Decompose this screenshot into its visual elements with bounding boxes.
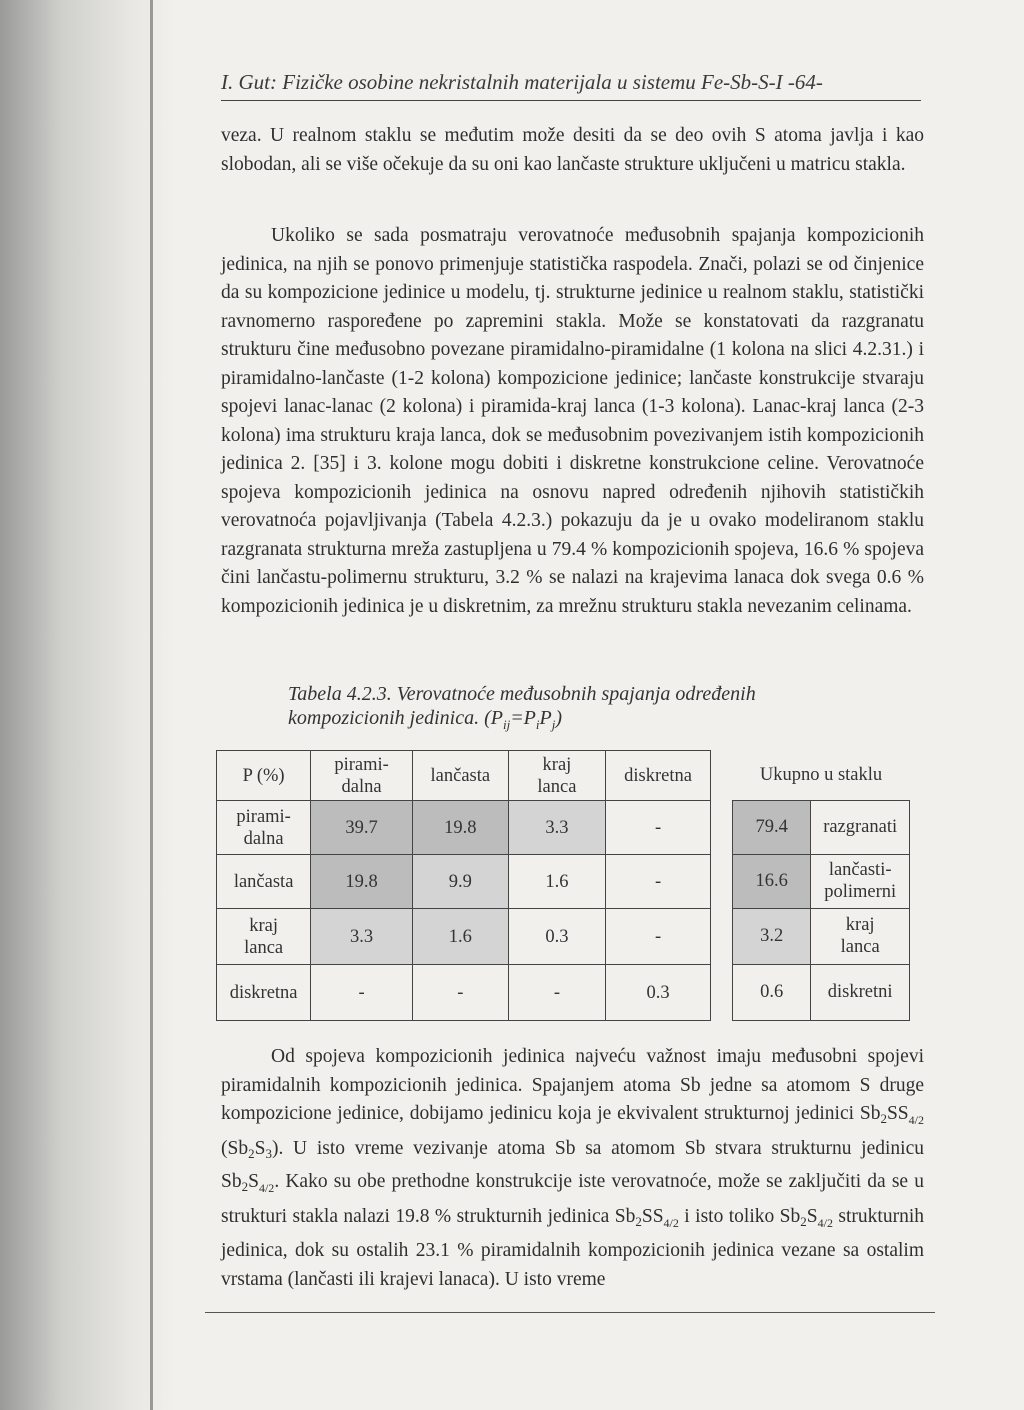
total-value: 16.6 [733, 854, 811, 908]
paragraph-3-text: ). U isto vreme vezivanje atoma Sb sa atomom Sb stvara strukturnu jedinicu [271, 1137, 924, 1159]
footer-rule [205, 1312, 935, 1313]
table-cell: - [508, 965, 605, 1021]
total-label: diskretni [811, 964, 910, 1020]
table-row [217, 965, 711, 1021]
table-cell: 19.8 [412, 801, 508, 855]
paragraph-3-text: ( [221, 1137, 228, 1159]
header-cell: diskretna [606, 751, 711, 801]
paragraph-3-text: strukturnih jedinica, dok su ostalih 23.1 % piramidalnih kompozicionih jedinica vezane sa ostalim vrstama (lančasti ili krajevi lanaca). U isto vreme [221, 1205, 924, 1290]
caption-line-2: kompozicionih jedinica. $(P_{ij}=P_iP_j)$ [288, 707, 563, 732]
formula: $Sb_2S_{4/2}$ [779, 1205, 833, 1230]
paragraph-3-text: Od spojeva kompozicionih jedinica najveću važnost imaju međusobni spojevi piramidalnih kompozicionih jedinica. Spajanjem atoma Sb jedne sa atomom S druge kompozicione jedinice, dobijamo jedinicu koja je ekvivalent strukturnoj jedinici [221, 1046, 924, 1124]
total-label: kraj lanca [811, 908, 910, 964]
table-row [217, 909, 711, 965]
formula: $Sb_2SS_{4/2}$ [614, 1205, 679, 1230]
total-label: razgranati [811, 800, 910, 854]
table-cell: 1.6 [412, 909, 508, 965]
formula: $Sb_2SS_{4/2}$ [859, 1103, 924, 1127]
table-cell: 0.3 [508, 909, 605, 965]
row-label: diskretna [217, 965, 311, 1021]
paragraph-3-text: . Kako su obe prethodne konstrukcije iste verovatnoće, može se zaključiti da se u strukturi stakla nalazi 19.8 % strukturnih jedinica [221, 1171, 924, 1227]
totals-header-row [733, 750, 910, 800]
running-header: I. Gut: Fizičke osobine nekristalnih materijala u sistemu Fe-Sb-S-I -64- [221, 70, 823, 94]
header-cell: lančasta [412, 751, 508, 801]
page-binding-shadow [0, 0, 175, 1410]
table-cell: 39.7 [311, 801, 413, 855]
total-value: 3.2 [733, 908, 811, 964]
header-cell: P (%) [217, 751, 311, 801]
formula: $Sb_2S_3$ [227, 1137, 272, 1161]
row-label: kraj lanca [217, 909, 311, 965]
probability-table [216, 750, 711, 1021]
table-cell: - [606, 801, 711, 855]
row-label: lančasta [217, 855, 311, 909]
total-label: lančasti- polimerni [811, 854, 910, 908]
table-cell: - [311, 965, 413, 1021]
totals-table [732, 750, 910, 1021]
table-cell: 1.6 [508, 855, 605, 909]
caption-line-1: Tabela 4.2.3. Verovatnoće međusobnih spajanja određenih [288, 683, 756, 705]
paragraph-2: Ukoliko se sada posmatraju verovatnoće međusobnih spajanja kompozicionih jedinica, na njih se ponovo primenjuje statistička raspodela. Znači, polazi se od činjenice da su kompozicione jedinice u modelu, tj. strukturne jedinice u realnom staklu, statistički ravnomerno raspoređene po zapremini stakla. Može se konstatovati da razgranatu strukturu čine međusobno povezane piramidalno-piramidalne (1 kolona na slici 4.2.31.) i piramidalno-lančaste (1-2 kolona) kompozicione jedinice; lančaste konstrukcije stvaraju spojevi lanac-lanac (2 kolona) i piramida-kraj lanca (1-3 kolona). Lanac-kraj lanca (2-3 kolona) ima strukturu kraja lanca, dok se međusobnim povezivanjem istih kompozicionih jedinica 2. [35] i 3. kolone mogu dobiti i diskretne konstrukcione celine. Verovatnoće spojeva kompozicionih jedinica na osnovu napred određenih njihovih statističkih verovatnoća pojavljivanja (Tabela 4.2.3.) pokazuju da je u ovako modeliranom staklu razgranata strukturna mreža zastupljena u 79.4 % kompozicionih spojeva, 16.6 % spojeva čini lančastu-polimernu strukturu, 3.2 % se nalazi na krajevima lanaca dok svega 0.6 % kompozicionih jedinica je u diskretnim, za mrežnu strukturu stakla nevezanim celinama. [221, 225, 924, 617]
header-rule [221, 100, 921, 101]
row-label: pirami- dalna [217, 801, 311, 855]
binding-edge [150, 0, 153, 1410]
totals-row [733, 964, 910, 1020]
totals-header: Ukupno u staklu [759, 764, 883, 785]
table-cell: 3.3 [508, 801, 605, 855]
table-caption [288, 682, 848, 737]
paragraph-3 [221, 1043, 924, 1294]
table-cell: - [606, 909, 711, 965]
totals-row [733, 854, 910, 908]
table-cell: 0.3 [606, 965, 711, 1021]
totals-row [733, 800, 910, 854]
table-row [217, 801, 711, 855]
totals-row [733, 908, 910, 964]
paragraph-1: veza. U realnom staklu se međutim može desiti da se deo ovih S atoma javlja i kao slobodan, ali se više očekuje da su oni kao lančaste strukture uključeni u matricu stakla. [221, 125, 924, 175]
formula: $Sb_2S_{4/2}$ [221, 1171, 275, 1195]
table-header-row [217, 751, 711, 801]
table-cell: - [412, 965, 508, 1021]
header-cell: kraj lanca [508, 751, 605, 801]
table-cell: 3.3 [311, 909, 413, 965]
header-cell: pirami- dalna [311, 751, 413, 801]
paragraph-3-text: i isto toliko [678, 1205, 780, 1227]
table-cell: 19.8 [311, 855, 413, 909]
total-value: 79.4 [733, 800, 811, 854]
table-cell: 9.9 [412, 855, 508, 909]
table-cell: - [606, 855, 711, 909]
table-row [217, 855, 711, 909]
total-value: 0.6 [733, 964, 811, 1020]
